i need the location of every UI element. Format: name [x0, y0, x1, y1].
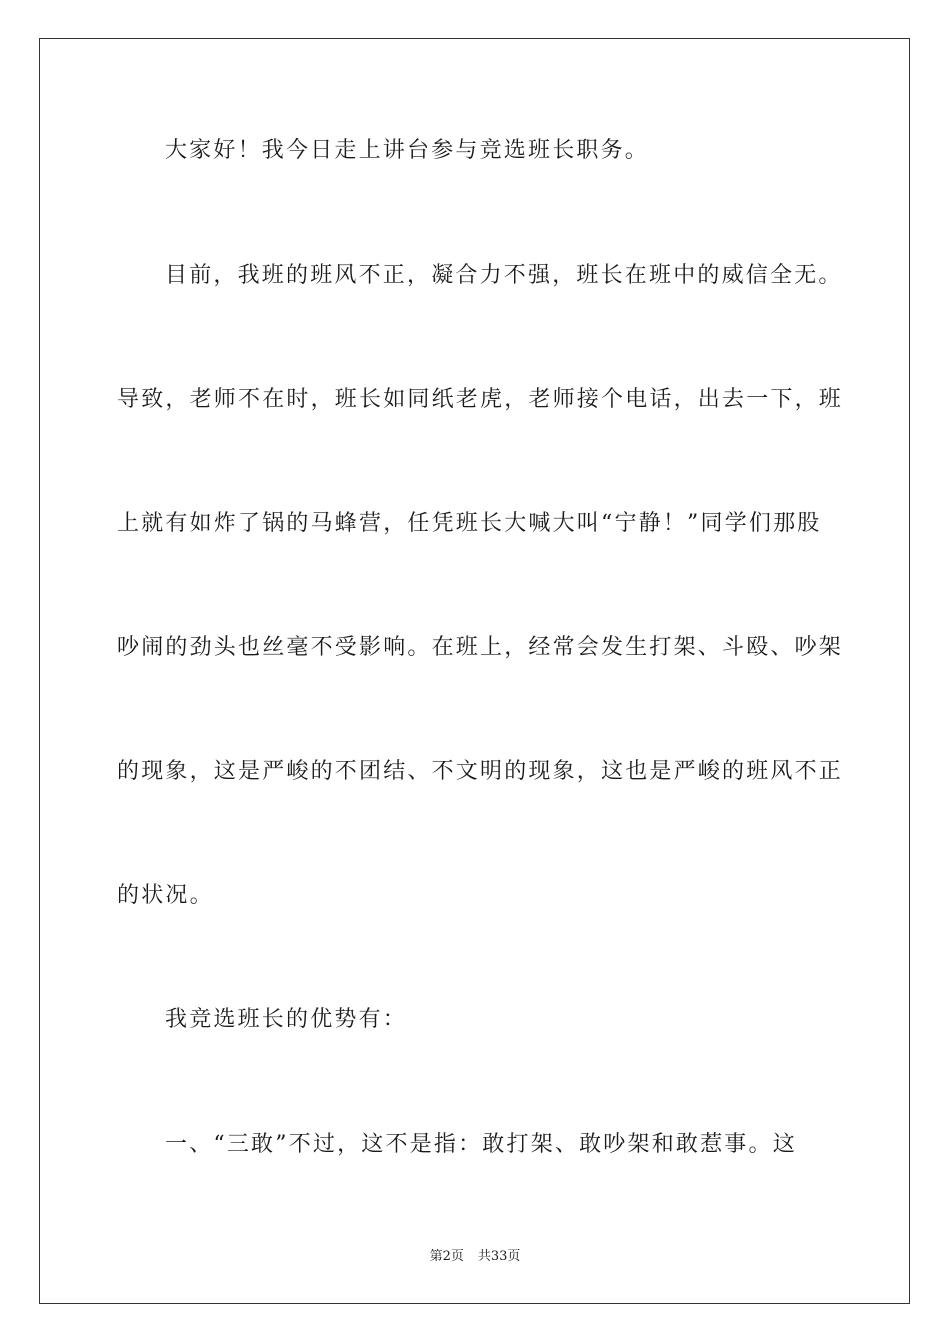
paragraph-line-4: 上就有如炸了锅的马蜂营，任凭班长大喊大叫“宁静！”同学们那股 — [117, 511, 822, 536]
paragraph-line-2: 目前，我班的班风不正，凝合力不强，班长在班中的威信全无。 — [165, 263, 843, 288]
page-footer — [0, 1248, 950, 1266]
paragraph-line-8: 我竞选班长的优势有： — [165, 1007, 408, 1032]
paragraph-line-7: 的状况。 — [117, 883, 214, 908]
paragraph-line-1: 大家好！我今日走上讲台参与竞选班长职务。 — [165, 138, 650, 163]
paragraph-line-5: 吵闹的劲头也丝毫不受影响。在班上，经常会发生打架、斗殴、吵架 — [117, 635, 844, 660]
page-border — [39, 38, 910, 1304]
paragraph-line-9: 一、“三敢”不过，这不是指：敢打架、敢吵架和敢惹事。这 — [165, 1132, 797, 1157]
paragraph-line-3: 导致，老师不在时，班长如同纸老虎，老师接个电话，出去一下，班 — [117, 387, 844, 412]
paragraph-line-6: 的现象，这是严峻的不团结、不文明的现象，这也是严峻的班风不正 — [117, 759, 844, 784]
page-number: 第2页 — [429, 1249, 464, 1264]
page-total: 共33页 — [477, 1249, 521, 1264]
